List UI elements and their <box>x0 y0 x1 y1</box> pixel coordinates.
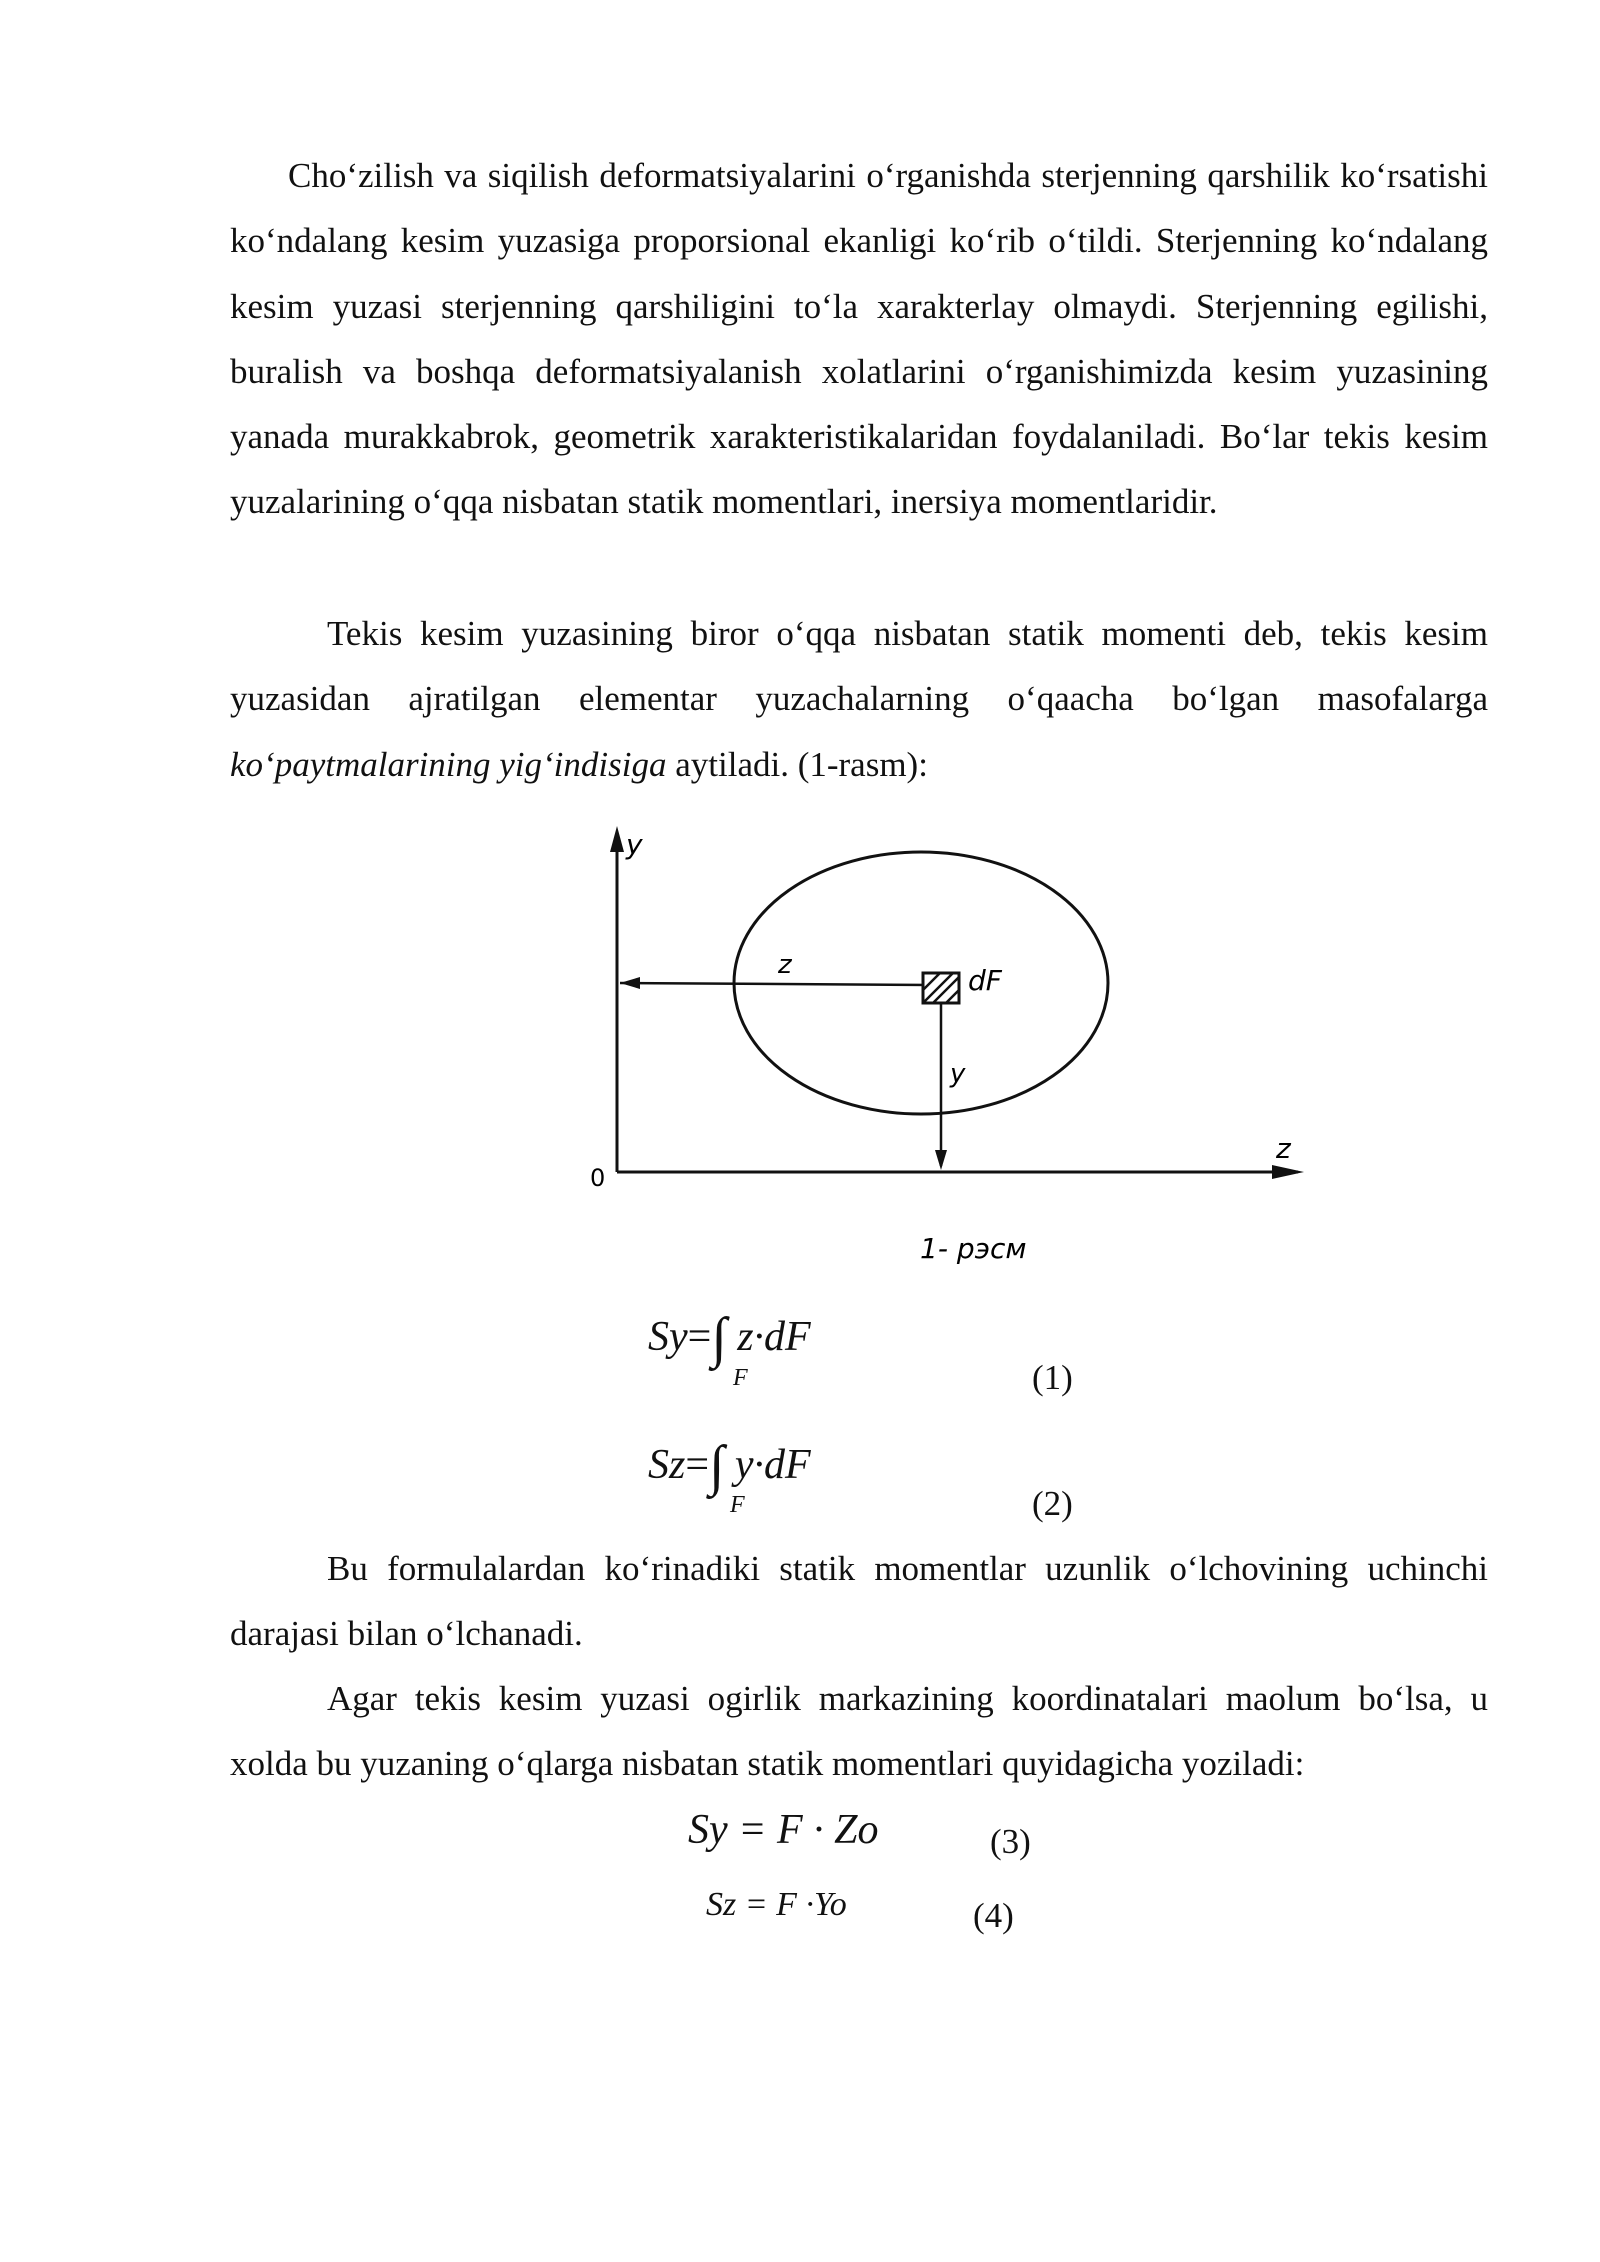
formula-4-number: (4) <box>973 1896 1014 1935</box>
paragraph-centroid <box>230 1666 1488 1797</box>
y-axis-arrow <box>610 826 624 852</box>
formula-1-number: (1) <box>1032 1358 1073 1397</box>
paragraph-units <box>230 1536 1488 1667</box>
y-distance-label: y <box>950 1059 966 1089</box>
formula-2-equals: = <box>685 1442 710 1488</box>
formula-1-subscript: F <box>733 1365 748 1391</box>
formula-4: Sz = F ·Yo <box>706 1886 847 1923</box>
definition-italic: ko‘paytmalarining yig‘indisiga <box>230 744 667 784</box>
formula-2-number: (2) <box>1032 1484 1073 1523</box>
element-label: dF <box>968 964 1002 997</box>
z-axis-label: z <box>1276 1132 1291 1165</box>
formula-3-number: (3) <box>990 1822 1031 1861</box>
formula-2-integral: ∫ <box>709 1435 725 1497</box>
z-distance-label: z <box>778 950 792 980</box>
formula-1-body: z·dF <box>737 1314 811 1360</box>
paragraph-intro-text: Cho‘zilish va siqilish deformatsiyalarini o‘rganishda sterjenning qarshilik ko‘rsatishi ko‘ndalang kesim yuzasiga proporsional ekanligi ko‘rib o‘tildi. Sterjenning ko‘ndalang kesim yuzasi sterjenning qarshiligini to‘la xarakterlay olmaydi. Sterjenning egilishi, buralish va boshqa deformatsiyalanish xolatlarini o‘rganishimizda kesim yuzasining yanada murakkabrok, geometrik xarakteristikalaridan foydalaniladi. Bo‘lar tekis kesim yuzalarining o‘qqa nisbatan statik momentlari, inersiya momentlaridir. <box>230 156 1488 522</box>
figure-caption: 1- рэсм <box>920 1232 1027 1265</box>
y-distance-arrow <box>935 1150 947 1170</box>
formula-1 <box>648 1300 811 1369</box>
formula-2-lhs: Sz <box>648 1442 686 1488</box>
formula-3: Sy = F · Zo <box>688 1807 879 1853</box>
z-distance-arrow <box>620 977 640 989</box>
definition-text-start: Tekis kesim yuzasining biror o‘qqa nisbatan statik momenti deb, tekis kesim yuzasidan ajratilgan elementar yuzachalarning o‘qaacha bo‘lgan masofalarga <box>230 614 1488 719</box>
formula-1-equals: = <box>687 1314 712 1360</box>
paragraph-units-text: Bu formulalardan ko‘rinadiki statik momentlar uzunlik o‘lchovining uchinchi darajasi bilan o‘lchanadi. <box>230 1549 1488 1654</box>
y-axis-label: y <box>626 828 643 861</box>
definition-text-end: aytiladi. (1-rasm): <box>666 744 928 784</box>
paragraph-intro <box>230 143 1488 535</box>
formula-2-subscript: F <box>730 1492 745 1518</box>
formula-2-body: y·dF <box>734 1442 811 1488</box>
formula-2 <box>648 1428 811 1497</box>
z-distance-line <box>620 983 932 985</box>
formula-1-integral: ∫ <box>711 1307 727 1369</box>
formula-1-lhs: Sy <box>648 1314 688 1360</box>
paragraph-definition <box>230 601 1488 797</box>
figure-static-moment <box>560 820 1320 1280</box>
paragraph-centroid-text: Agar tekis kesim yuzasi ogirlik markazining koordinatalari maolum bo‘lsa, u xolda bu yuzaning o‘qlarga nisbatan statik momentlari quyidagicha yoziladi: <box>230 1679 1488 1784</box>
z-axis-arrow <box>1272 1165 1304 1179</box>
origin-label: 0 <box>590 1164 606 1192</box>
